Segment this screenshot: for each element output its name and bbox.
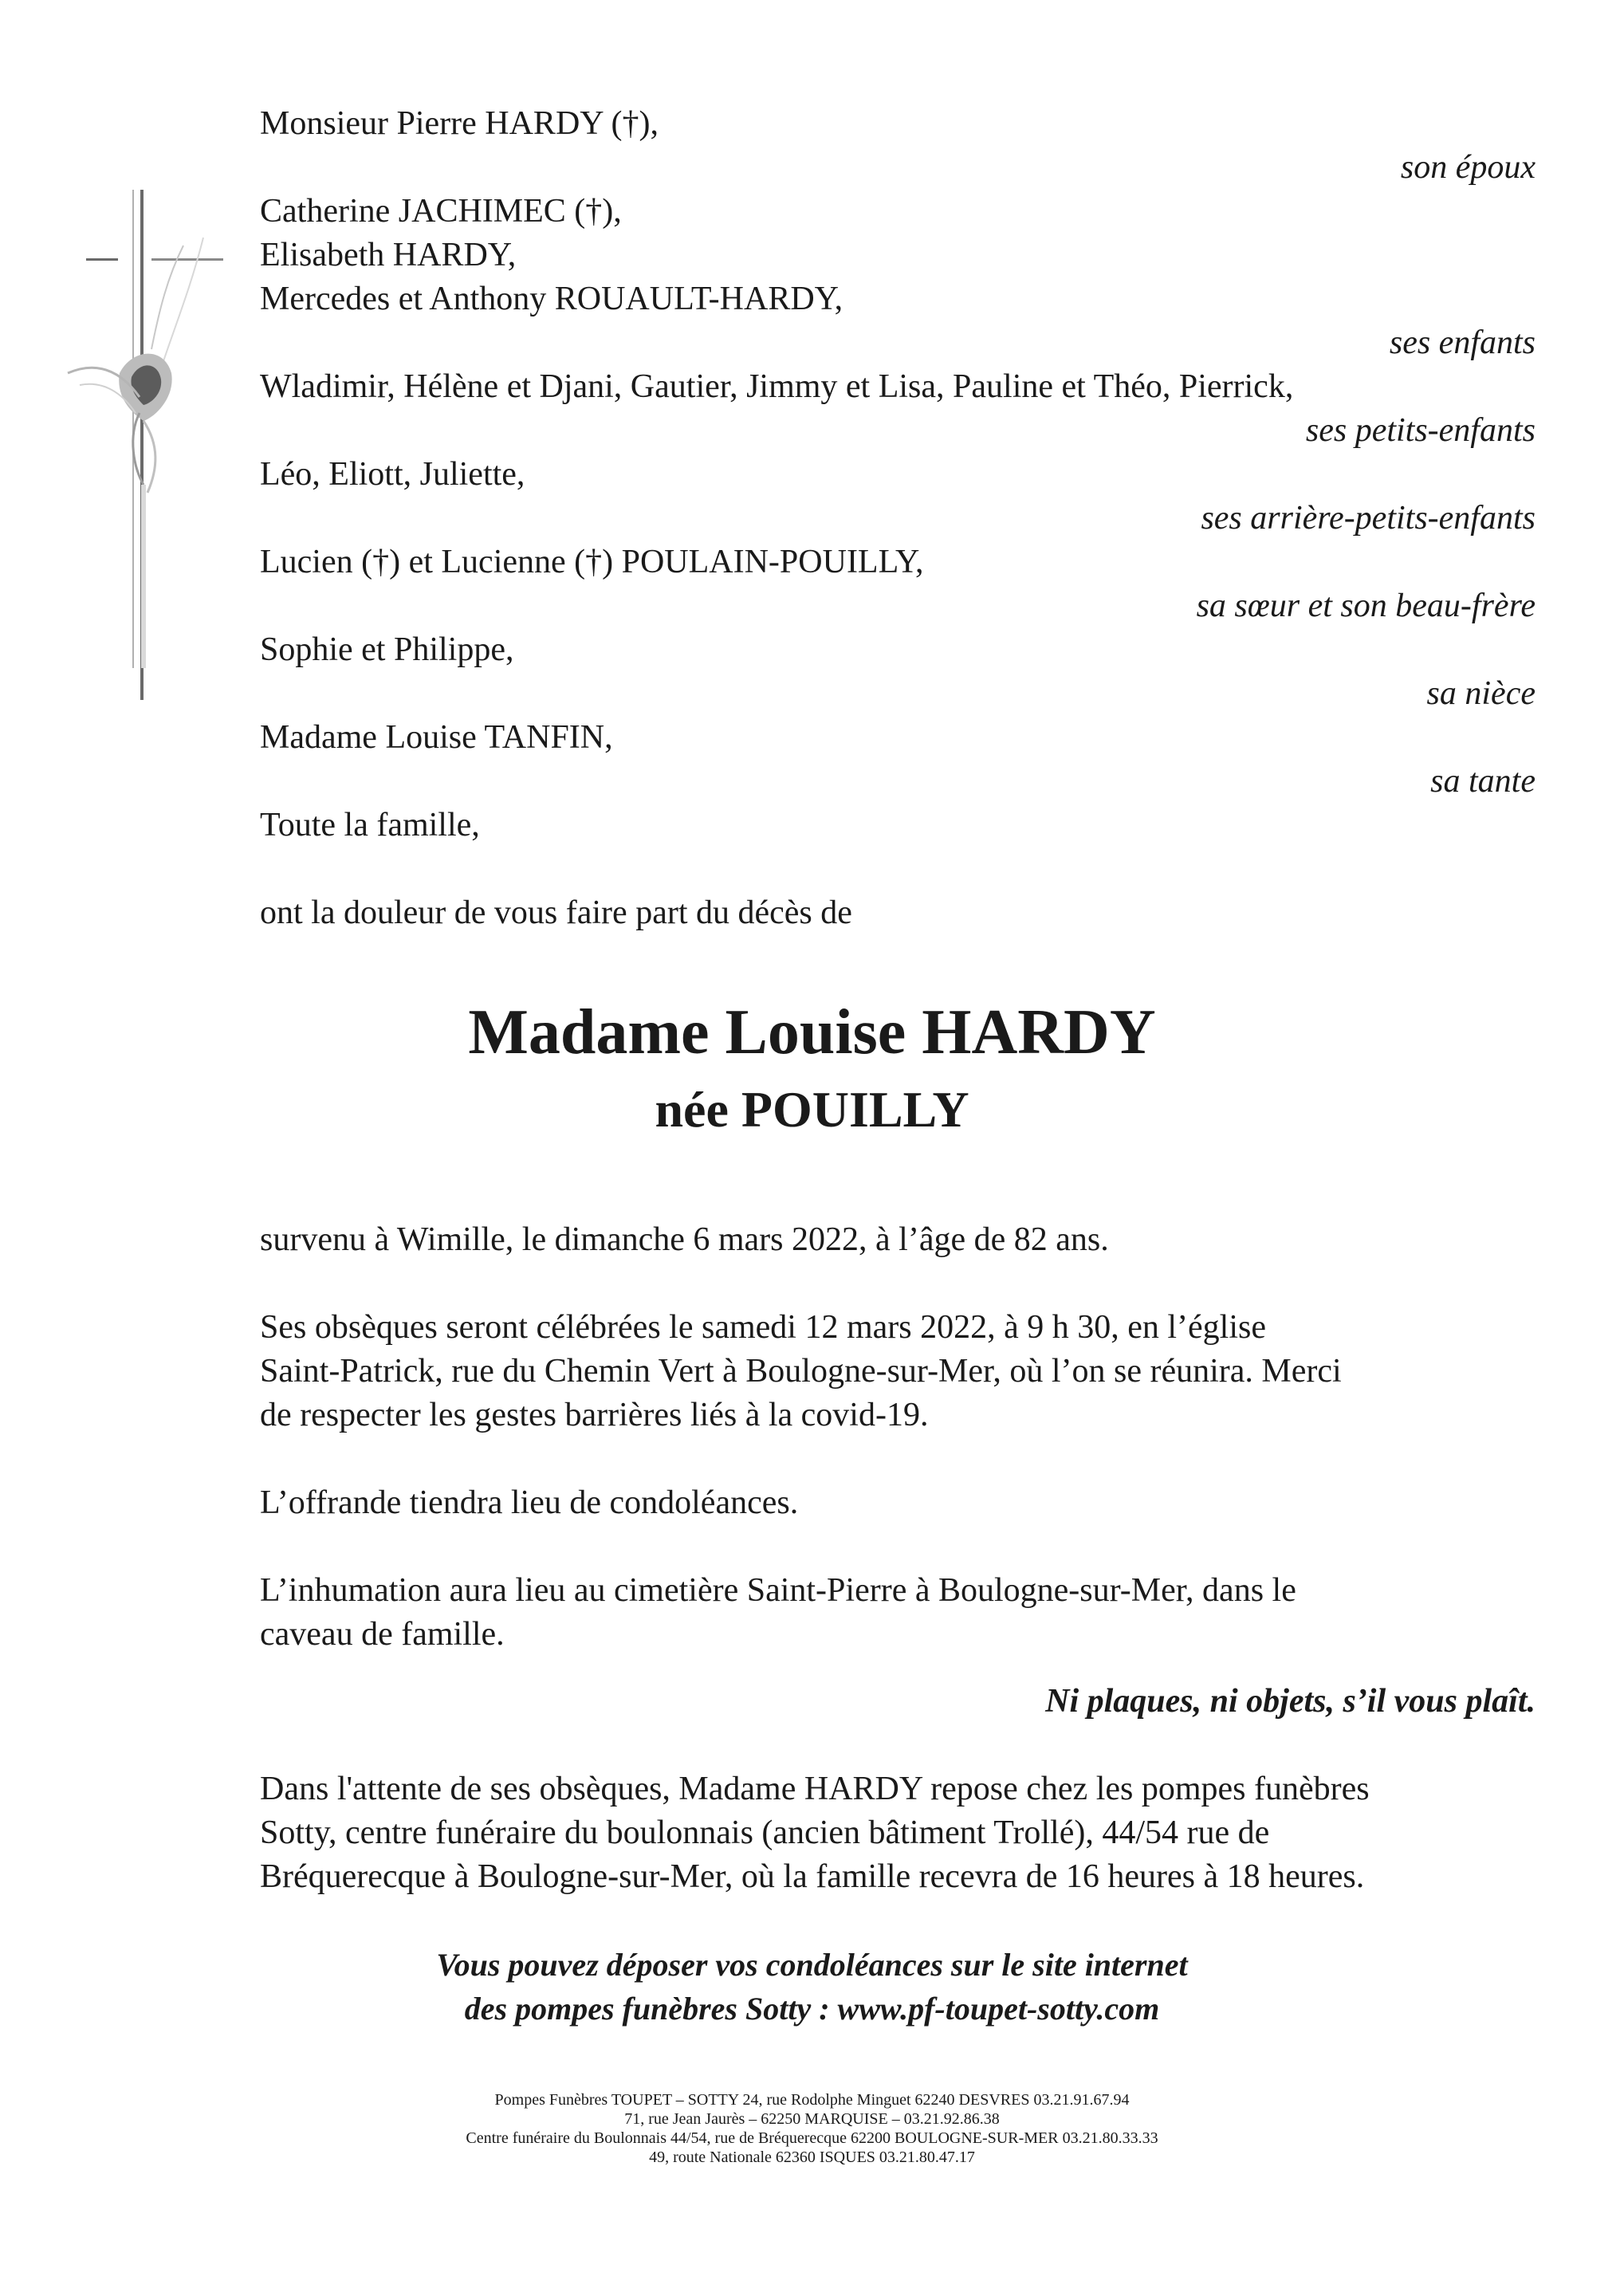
website-line-2: des pompes funèbres Sotty : www.pf-toupet-sotty.com xyxy=(464,1991,1160,2027)
intro-line: ont la douleur de vous faire part du décès de xyxy=(260,894,852,931)
family-name-9: Madame Louise TANFIN, xyxy=(260,719,613,756)
family-name-10: Toute la famille, xyxy=(260,807,480,843)
family-name-6: Léo, Eliott, Juliette, xyxy=(260,456,525,493)
family-name-5: Wladimir, Hélène et Djani, Gautier, Jimmy et Lisa, Pauline et Théo, Pierrick, xyxy=(260,368,1294,405)
offering-line: L’offrande tiendra lieu de condoléances. xyxy=(260,1484,799,1521)
family-role-niece: sa nièce xyxy=(1426,675,1536,712)
family-name-1: Monsieur Pierre HARDY (†), xyxy=(260,105,659,142)
family-role-sister: sa sœur et son beau-frère xyxy=(1196,588,1536,624)
family-role-spouse: son époux xyxy=(1400,149,1536,186)
footer-line-3: Centre funéraire du Boulonnais 44/54, rue de Bréquerecque 62200 BOULOGNE-SUR-MER 03.21.80.33.33 xyxy=(466,2129,1158,2147)
death-notice: survenu à Wimille, le dimanche 6 mars 2022, à l’âge de 82 ans. xyxy=(260,1221,1109,1258)
deceased-birth-name: née POUILLY xyxy=(655,1081,969,1138)
no-flowers-request: Ni plaques, ni objets, s’il vous plaît. xyxy=(1045,1683,1536,1720)
family-name-8: Sophie et Philippe, xyxy=(260,631,514,668)
footer-line-1: Pompes Funèbres TOUPET – SOTTY 24, rue Rodolphe Minguet 62240 DESVRES 03.21.91.67.94 xyxy=(494,2091,1130,2109)
rest-line-2: Sotty, centre funéraire du boulonnais (ancien bâtiment Trollé), 44/54 rue de xyxy=(260,1814,1270,1851)
family-name-2: Catherine JACHIMEC (†), xyxy=(260,193,622,230)
cross-lily-icon xyxy=(64,190,231,700)
family-name-7: Lucien (†) et Lucienne (†) POULAIN-POUILLY, xyxy=(260,544,924,580)
family-role-aunt: sa tante xyxy=(1430,763,1536,800)
footer-line-4: 49, route Nationale 62360 ISQUES 03.21.80.47.17 xyxy=(649,2149,975,2166)
burial-line-2: caveau de famille. xyxy=(260,1616,505,1653)
rest-line-1: Dans l'attente de ses obsèques, Madame HARDY repose chez les pompes funèbres xyxy=(260,1771,1370,1807)
family-name-3: Elisabeth HARDY, xyxy=(260,237,517,273)
family-role-great-grandchildren: ses arrière-petits-enfants xyxy=(1201,500,1536,537)
funeral-line-1: Ses obsèques seront célébrées le samedi 12 mars 2022, à 9 h 30, en l’église xyxy=(260,1309,1266,1346)
rest-line-3: Bréquerecque à Boulogne-sur-Mer, où la famille recevra de 16 heures à 18 heures. xyxy=(260,1858,1365,1895)
burial-line-1: L’inhumation aura lieu au cimetière Saint-Pierre à Boulogne-sur-Mer, dans le xyxy=(260,1572,1296,1609)
website-line-1: Vous pouvez déposer vos condoléances sur le site internet xyxy=(436,1947,1188,1983)
deceased-name: Madame Louise HARDY xyxy=(468,997,1156,1067)
family-name-4: Mercedes et Anthony ROUAULT-HARDY, xyxy=(260,281,843,317)
family-role-children: ses enfants xyxy=(1389,324,1536,361)
footer-line-2: 71, rue Jean Jaurès – 62250 MARQUISE – 03.21.92.86.38 xyxy=(624,2110,1000,2128)
family-role-grandchildren: ses petits-enfants xyxy=(1305,412,1536,449)
funeral-line-2: Saint-Patrick, rue du Chemin Vert à Boulogne-sur-Mer, où l’on se réunira. Merci xyxy=(260,1353,1342,1390)
funeral-line-3: de respecter les gestes barrières liés à la covid-19. xyxy=(260,1397,929,1433)
